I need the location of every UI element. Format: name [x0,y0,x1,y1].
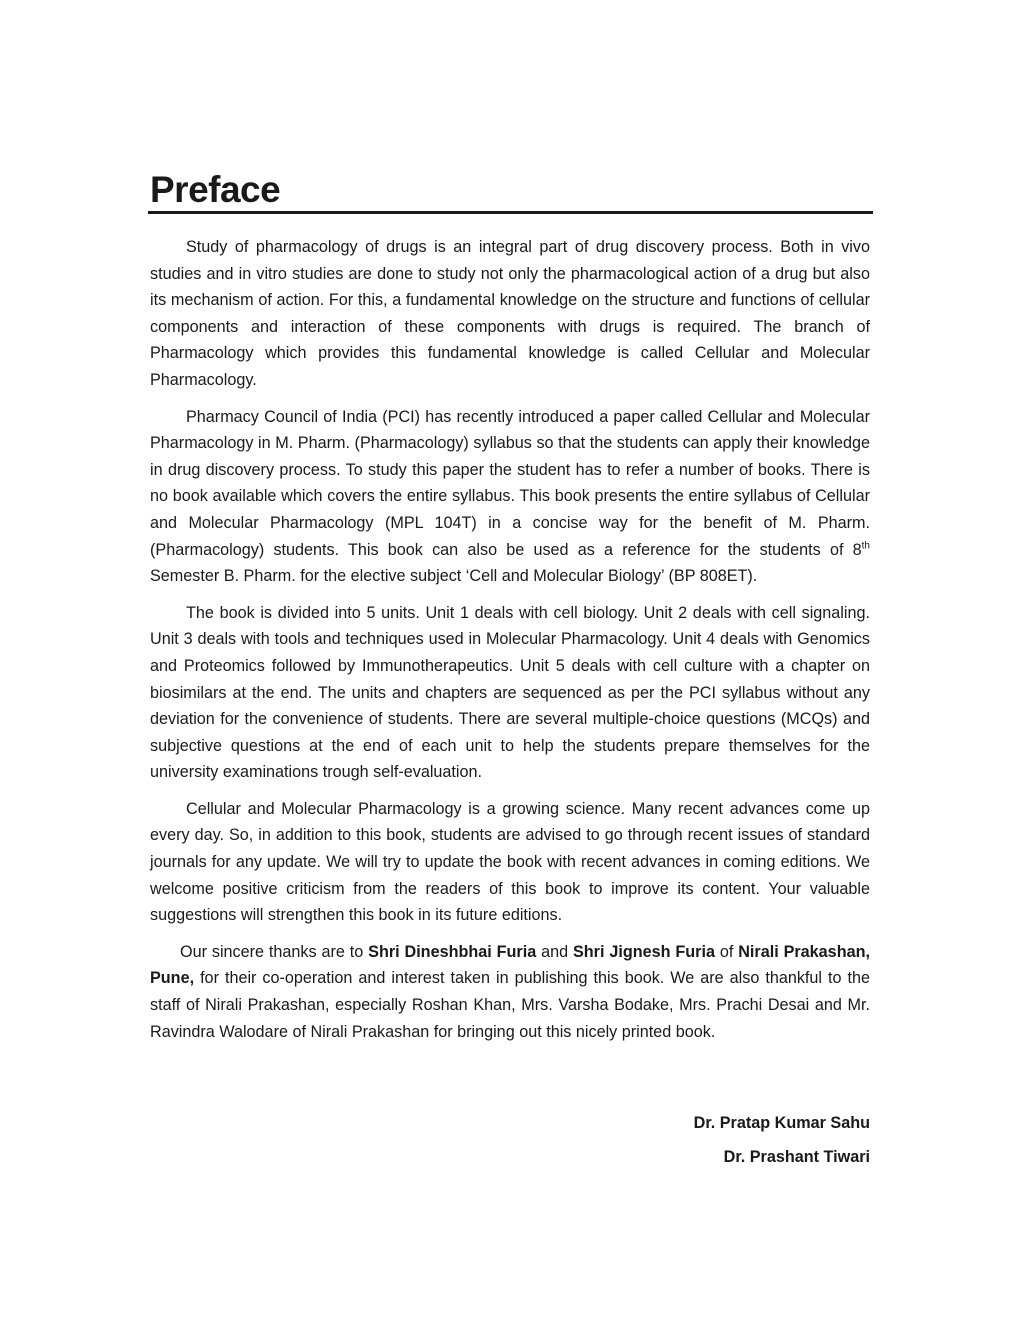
ordinal-superscript: th [861,540,870,552]
paragraph-2-part-a: Pharmacy Council of India (PCI) has recently introduced a paper called Cellular and Molecular Pharmacology in M. Pharm. (Pharmacology) syllabus so that the students can apply their knowledge in drug discovery process. To study this paper the student has to refer a number of books. There is no book available which covers the entire syllabus. This book presents the entire syllabus of Cellular and Molecular Pharmacology (MPL 104T) in a concise way for the benefit of M. Pharm. (Pharmacology) students. This book can also be used as a reference for the students of 8 [150,407,870,559]
paragraph-5 [150,939,870,1045]
thanks-name-1: Shri Dineshbhai Furia [368,942,537,961]
thanks-text-1: Our sincere thanks are to [180,942,369,961]
thanks-name-2: Shri Jignesh Furia [572,942,715,961]
thanks-text-4: for their co-operation and interest taken in publishing this book. We are also thankful to the staff of Nirali Prakashan, especially Roshan Khan, Mrs. Varsha Bodake, Mrs. Prachi Desai and Mr. Ravindra Walodare of Nirali Prakashan for bringing out this nicely printed book. [150,969,870,1041]
paragraph-3: The book is divided into 5 units. Unit 1 deals with cell biology. Unit 2 deals with cell signaling. Unit 3 deals with tools and techniques used in Molecular Pharmacology. Unit 4 deals with Genomics and Proteomics followed by Immunotherapeutics. Unit 5 deals with cell culture with a chapter on biosimilars at the end. The units and chapters are sequenced as per the PCI syllabus without any deviation for the convenience of students. There are several multiple-choice questions (MCQs) and subjective questions at the end of each unit to help the students prepare themselves for the university examinations trough self-evaluation. [150,603,870,782]
paragraph-2-part-b: Semester B. Pharm. for the elective subject ‘Cell and Molecular Biology’ (BP 808ET). [150,567,758,586]
signature-author-1: Dr. Pratap Kumar Sahu [693,1114,870,1132]
paragraph-2 [150,404,870,590]
signature-author-2: Dr. Prashant Tiwari [723,1148,870,1166]
thanks-text-3: of [714,942,739,961]
paragraph-4: Cellular and Molecular Pharmacology is a growing science. Many recent advances come up every day. So, in addition to this book, students are advised to go through recent issues of standard journals for any update. We will try to update the book with recent advances in coming editions. We welcome positive criticism from the readers of this book to improve its content. Your valuable suggestions will strengthen this book in its future editions. [150,799,870,925]
page-title: Preface [150,169,281,210]
thanks-publisher: Nirali Prakashan, Pune, [150,942,870,988]
title-underline [148,211,873,214]
thanks-text-2: and [536,942,573,961]
paragraph-1: Study of pharmacology of drugs is an integral part of drug discovery process. Both in vivo studies and in vitro studies are done to study not only the pharmacological action of a drug but also its mechanism of action. For this, a fundamental knowledge on the structure and functions of cellular components and interaction of these components with drugs is required. The branch of Pharmacology which provides this fundamental knowledge is called Cellular and Molecular Pharmacology. [150,238,870,389]
preface-body [150,234,870,1055]
